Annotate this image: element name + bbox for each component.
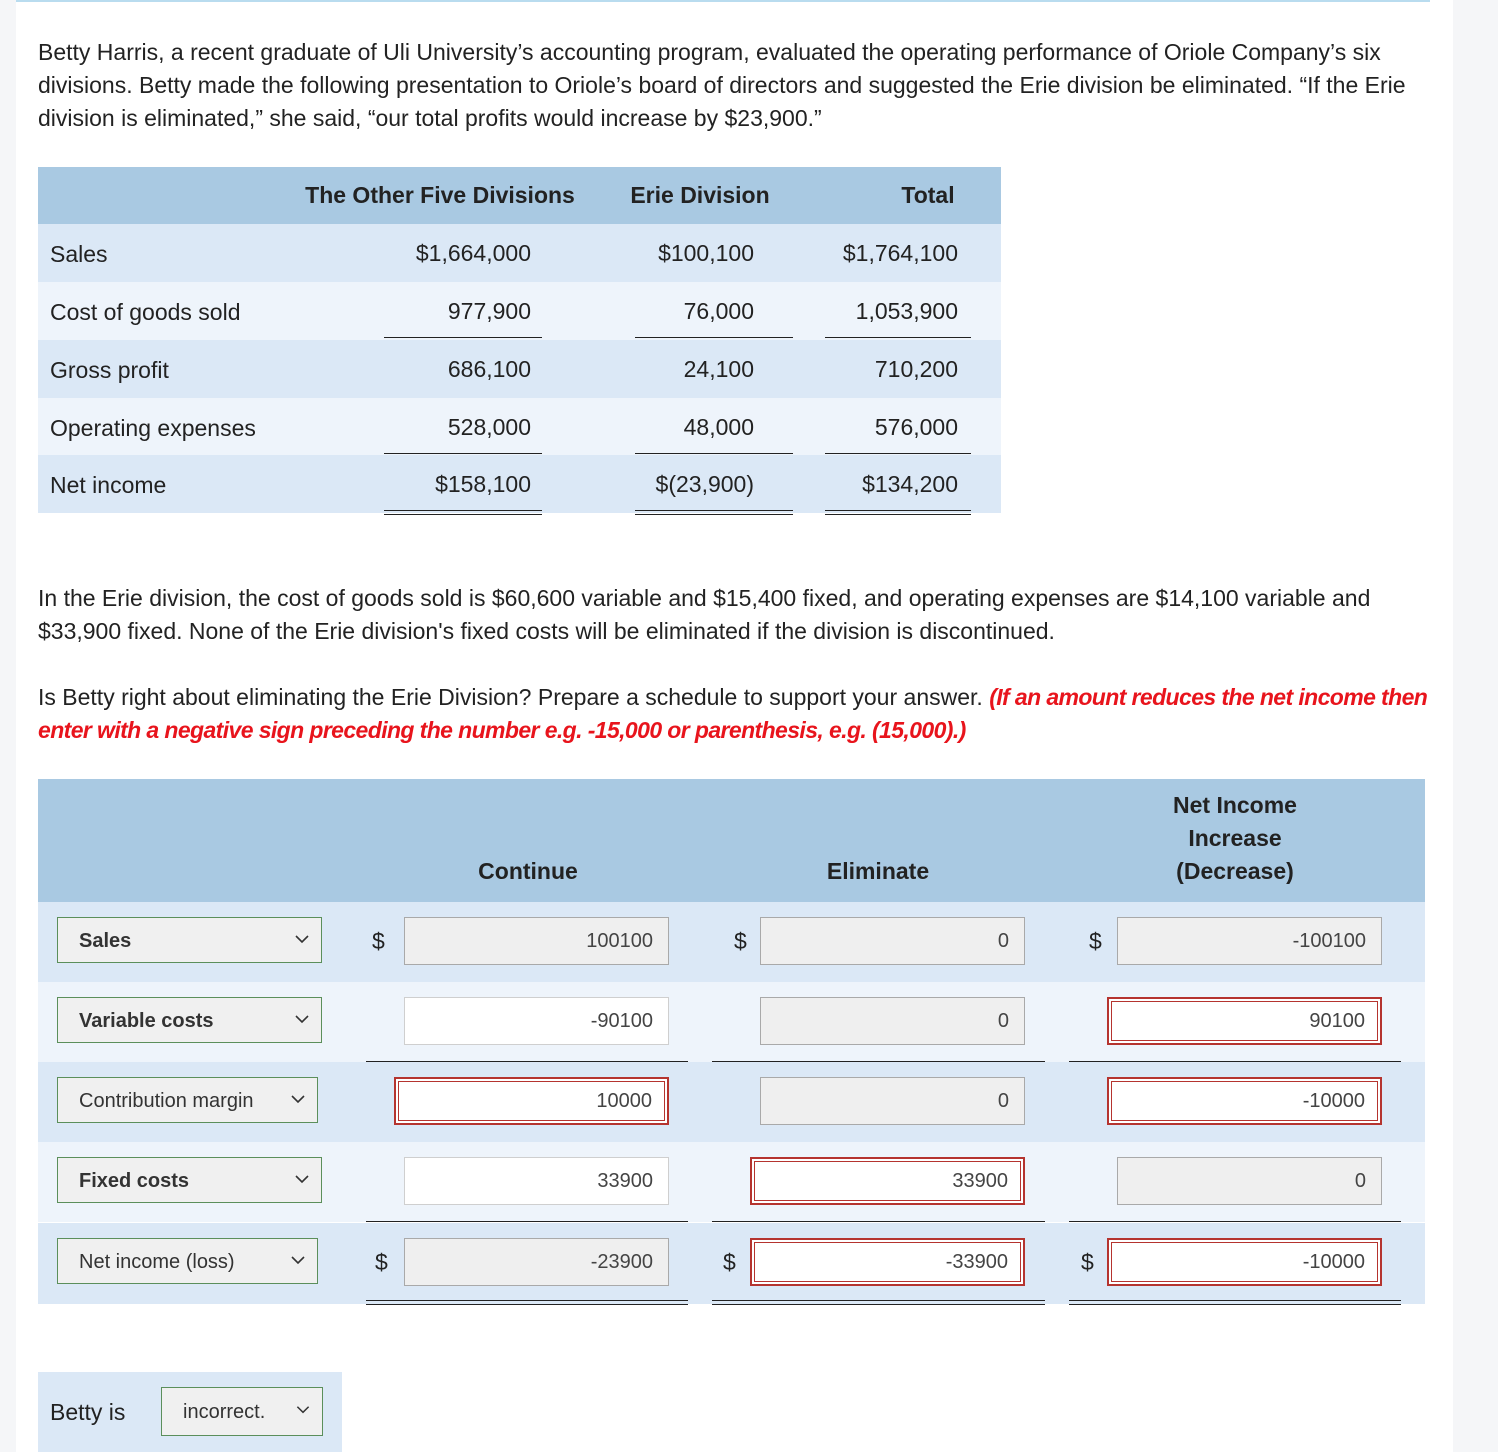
table-row [38,1142,1425,1222]
currency-sign: $ [723,1249,736,1275]
underline [384,453,542,454]
double-underline [384,510,542,515]
net-change-input[interactable]: -10000 [1107,1077,1382,1125]
underline [825,453,971,454]
double-underline [366,1300,688,1305]
double-underline [1069,1300,1401,1305]
conclusion-row [38,1372,342,1452]
header-net-income-line2: Increase [1188,825,1282,851]
value-other: 686,100 [447,356,531,382]
value-erie: 24,100 [683,356,754,382]
header-net-income-line1: Net Income [1173,792,1297,818]
row-label: Sales [50,241,108,267]
table-row [38,224,1001,282]
currency-sign: $ [1089,928,1102,954]
table-row [38,902,1425,982]
chevron-down-icon [295,1158,309,1202]
header-net-income-line3: (Decrease) [1176,858,1294,884]
underline [1069,1221,1401,1222]
header-eliminate: Eliminate [826,858,930,884]
header-other-divisions: The Other Five Divisions [305,182,575,208]
double-underline [712,1300,1045,1305]
net-change-input[interactable]: 0 [1117,1157,1382,1205]
table-row [38,1062,1425,1142]
division-income-table [38,167,1001,513]
underline [635,337,793,338]
header-total: Total [901,182,955,208]
intro-paragraph: Betty Harris, a recent graduate of Uli University’s accounting program, evaluated the operating performance of Oriole Company’s six divisions. Betty made the following presentation to Oriole’s board of directors and suggested the Erie division be eliminated. “If the Erie division is eliminated,” she said, “our total profits would increase by $23,900.” [38,39,1406,131]
value-total: 576,000 [874,414,958,440]
underline [825,337,971,338]
value-erie: $(23,900) [655,471,754,497]
value-other: 528,000 [447,414,531,440]
value-total: $134,200 [862,471,958,497]
chevron-down-icon [296,1388,310,1432]
currency-sign: $ [372,928,385,954]
question-text: Is Betty right about eliminating the Erie Division? Prepare a schedule to support your answer. [38,684,990,710]
cost-details-paragraph: In the Erie division, the cost of goods sold is $60,600 variable and $15,400 fixed, and operating expenses are $14,100 variable and $33,900 fixed. None of the Erie division's fixed costs will be eliminated if the division is discontinued. [38,585,1371,644]
question-paragraph [38,681,1428,747]
conclusion-select[interactable] [161,1387,323,1436]
table-row [38,340,1001,398]
net-change-input[interactable]: -10000 [1107,1238,1382,1286]
eliminate-input[interactable]: 0 [760,1077,1025,1125]
continue-input[interactable]: -23900 [404,1238,669,1286]
conclusion-label: Betty is [50,1399,126,1425]
chevron-down-icon [291,1078,305,1122]
value-total: $1,764,100 [842,240,958,266]
value-total: 1,053,900 [855,298,958,324]
double-underline [825,510,971,515]
net-change-input[interactable]: 90100 [1107,997,1382,1045]
value-erie: $100,100 [658,240,754,266]
value-other: 977,900 [447,298,531,324]
underline [366,1221,688,1222]
eliminate-input[interactable]: 0 [760,917,1025,965]
row-label: Cost of goods sold [50,299,241,325]
row-type-select[interactable] [57,917,322,963]
chevron-down-icon [295,918,309,962]
underline [384,337,542,338]
question-instruction: (If an amount reduces the net income then enter with a negative sign preceding the number e.g. -15,000 or parenthesis, e.g. (15,000).) [38,684,1428,743]
select-value: Net income (loss) [79,1251,235,1273]
table-row [38,282,1001,340]
currency-sign: $ [1081,1249,1094,1275]
question-card [16,0,1453,1452]
eliminate-input[interactable]: 0 [760,997,1025,1045]
top-divider [16,0,1430,2]
row-type-select[interactable] [57,1157,322,1203]
select-value: Variable costs [79,1010,214,1032]
row-label: Operating expenses [50,415,256,441]
row-label: Net income [50,472,167,498]
underline [712,1221,1045,1222]
select-value: Contribution margin [79,1090,254,1112]
double-underline [635,510,793,515]
currency-sign: $ [734,928,747,954]
currency-sign: $ [375,1249,388,1275]
row-label: Gross profit [50,357,169,383]
value-other: $158,100 [435,471,531,497]
chevron-down-icon [291,1239,305,1283]
value-other: $1,664,000 [415,240,531,266]
header-erie-division: Erie Division [630,182,770,208]
value-total: 710,200 [874,356,958,382]
select-value: incorrect. [183,1401,266,1423]
header-continue: Continue [478,858,578,884]
schedule-table [38,779,1425,1304]
table-row [38,455,1001,513]
table-header [38,167,1001,224]
table-row [38,982,1425,1062]
net-change-input[interactable]: -100100 [1117,917,1382,965]
select-value: Sales [79,930,132,952]
schedule-header [38,779,1425,902]
continue-input[interactable]: 33900 [404,1157,669,1205]
continue-input[interactable]: -90100 [404,997,669,1045]
row-type-select[interactable] [57,1077,318,1123]
eliminate-input[interactable]: 33900 [750,1157,1025,1205]
table-row [38,1223,1425,1304]
eliminate-input[interactable]: -33900 [750,1238,1025,1286]
select-value: Fixed costs [79,1170,190,1192]
table-row [38,398,1001,456]
continue-input[interactable]: 10000 [394,1077,669,1125]
row-type-select[interactable] [57,997,322,1043]
underline [635,453,793,454]
chevron-down-icon [295,998,309,1042]
continue-input[interactable]: 100100 [404,917,669,965]
value-erie: 76,000 [683,298,754,324]
value-erie: 48,000 [683,414,754,440]
row-type-select[interactable] [57,1238,318,1284]
